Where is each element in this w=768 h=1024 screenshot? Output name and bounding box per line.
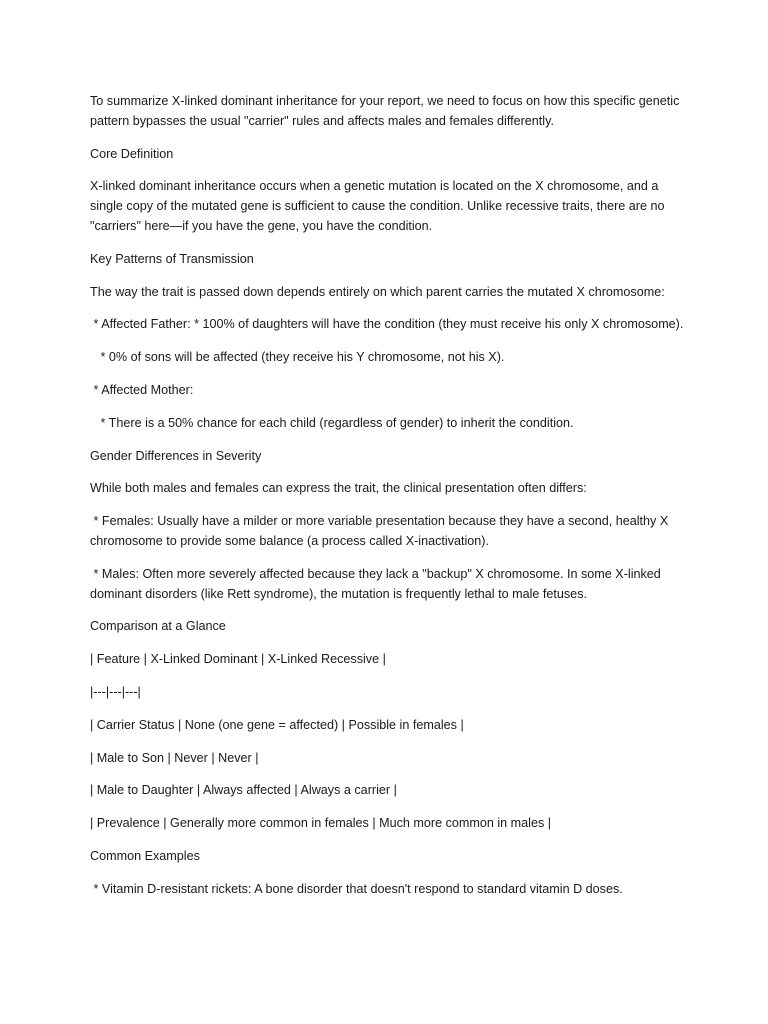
table-row-prevalence: | Prevalence | Generally more common in females | Much more common in males | (90, 816, 552, 831)
bullet-vitamin-d-rickets: * Vitamin D-resistant rickets: A bone disorder that doesn't respond to standard vitamin D doses. (90, 881, 623, 896)
gender-intro: While both males and females can express the trait, the clinical presentation often differs: (90, 481, 587, 496)
definition-paragraph: X-linked dominant inheritance occurs when a genetic mutation is located on the X chromosome, and a single copy of the mutated gene is sufficient to cause the condition. Unlike recessive traits, there are no "carriers" here—if you have the gene, you have the condition. (90, 179, 669, 233)
table-separator-row: |---|---|---| (90, 684, 141, 699)
bullet-fifty-percent: * There is a 50% chance for each child (regardless of gender) to inherit the condition. (90, 415, 574, 430)
bullet-sons-affected: * 0% of sons will be affected (they receive his Y chromosome, not his X). (90, 350, 505, 365)
bullet-affected-father: * Affected Father: * 100% of daughters will have the condition (they must receive his only X chromosome). (90, 317, 684, 332)
heading-key-patterns: Key Patterns of Transmission (90, 251, 254, 266)
bullet-males: * Males: Often more severely affected because they lack a "backup" X chromosome. In some X-linked dominant disorders (like Rett syndrome), the mutation is frequently lethal to male fetuses. (90, 566, 665, 601)
heading-common-examples: Common Examples (90, 848, 200, 863)
heading-core-definition: Core Definition (90, 146, 174, 161)
bullet-females: * Females: Usually have a milder or more variable presentation because they have a second, healthy X chromosome to provide some balance (a process called X-inactivation). (90, 514, 672, 548)
table-header-row: | Feature | X-Linked Dominant | X-Linked Recessive | (90, 652, 386, 667)
table-row-male-to-son: | Male to Son | Never | Never | (90, 750, 259, 765)
document-page (90, 92, 690, 913)
bullet-affected-mother: * Affected Mother: (90, 382, 194, 397)
table-row-male-to-daughter: | Male to Daughter | Always affected | Always a carrier | (90, 783, 397, 798)
table-row-carrier-status: | Carrier Status | None (one gene = affected) | Possible in females | (90, 717, 464, 732)
heading-comparison: Comparison at a Glance (90, 619, 226, 634)
heading-gender-differences: Gender Differences in Severity (90, 448, 262, 463)
intro-paragraph: To summarize X-linked dominant inheritance for your report, we need to focus on how this specific genetic pattern bypasses the usual "carrier" rules and affects males and females differently. (90, 94, 683, 128)
transmission-intro: The way the trait is passed down depends entirely on which parent carries the mutated X chromosome: (90, 284, 665, 299)
